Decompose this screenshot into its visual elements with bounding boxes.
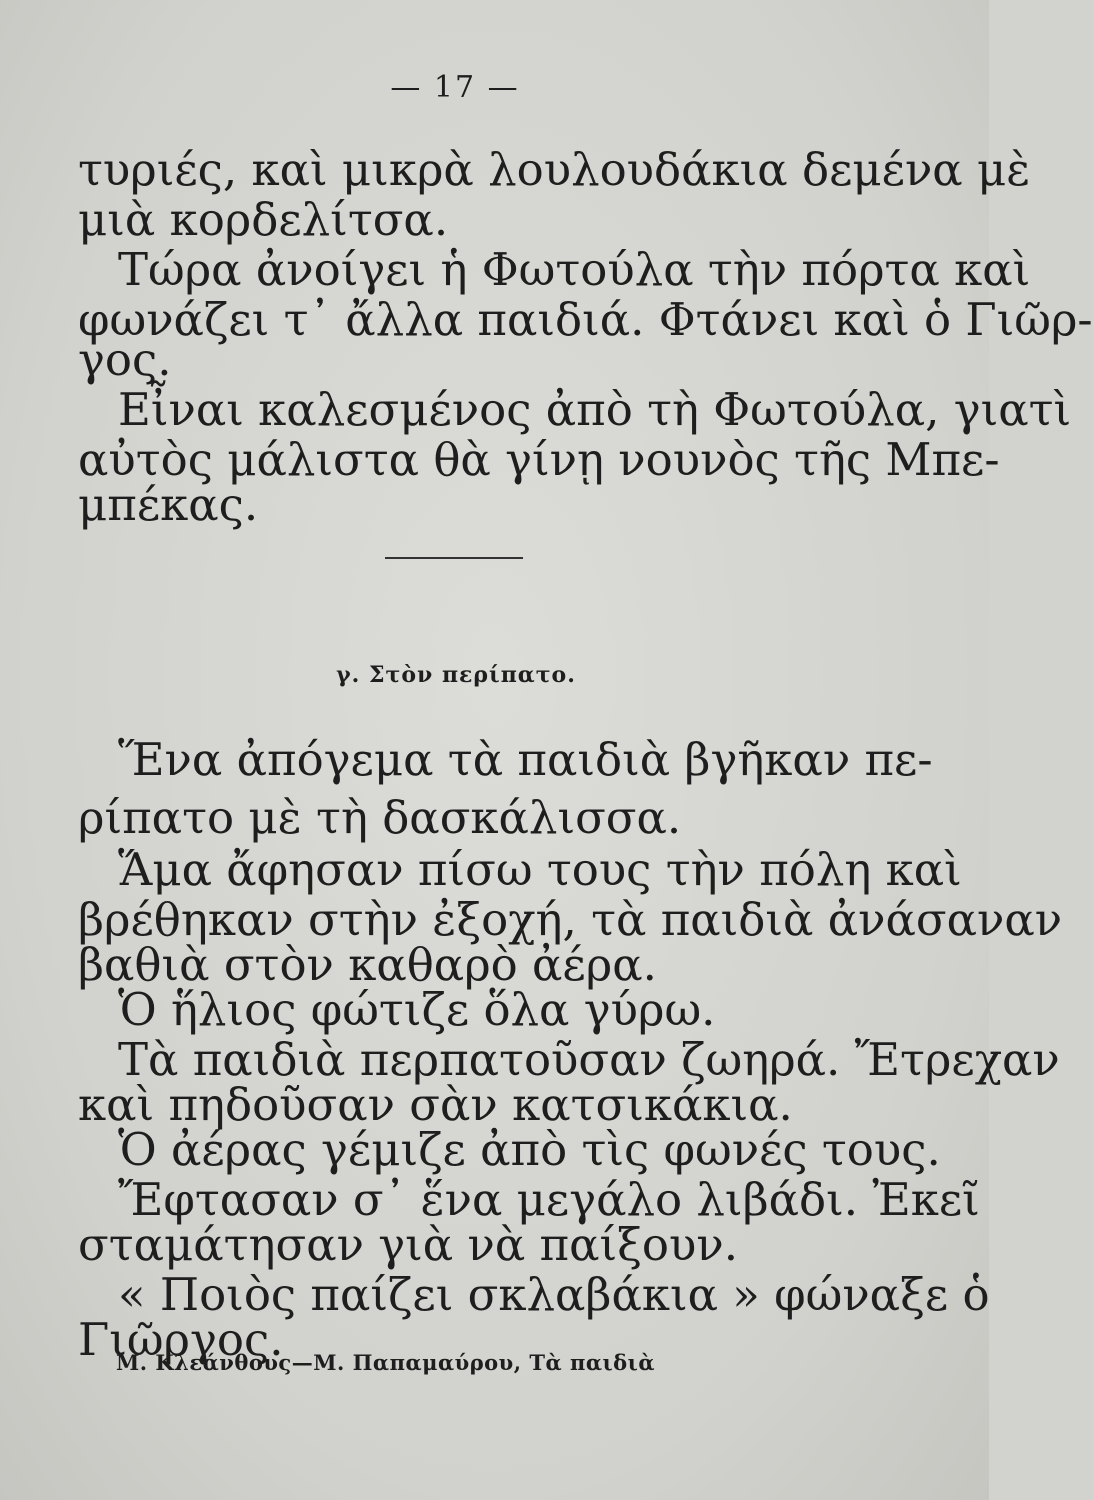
text-line: Ἅμα ἄφησαν πίσω τους τὴν πόλη καὶ — [118, 843, 962, 896]
text-line: ρίπατο μὲ τὴ δασκάλισσα. — [78, 791, 682, 844]
text-line: Γιῶργος. — [78, 1313, 284, 1366]
page-number: — 17 — — [390, 70, 520, 105]
text-line: μιὰ κορδελίτσα. — [78, 193, 449, 246]
page-footer: Μ. Κλεάνθους—Μ. Παπαμαύρου, Τὰ παιδιὰ — [116, 1350, 655, 1375]
text-line: « Ποιὸς παίζει σκλαβάκια » φώναξε ὁ — [118, 1268, 990, 1321]
text-line: σταμάτησαν γιὰ νὰ παίξουν. — [78, 1218, 739, 1271]
text-line: Τώρα ἀνοίγει ἡ Φωτούλα τὴν πόρτα καὶ — [118, 243, 1031, 296]
text-line: τυριές, καὶ μικρὰ λουλουδάκια δεμένα μὲ — [78, 143, 1031, 196]
text-line: γος. — [78, 333, 172, 386]
text-line: αὐτὸς μάλιστα θὰ γίνῃ νουνὸς τῆς Μπε- — [78, 433, 1000, 486]
text-line: Ἔφτασαν σ᾽ ἕνα μεγάλο λιβάδι. Ἐκεῖ — [118, 1173, 980, 1226]
text-line: Ὁ ἀέρας γέμιζε ἀπὸ τὶς φωνές τους. — [118, 1123, 941, 1176]
section-title: γ. Στὸν περίπατο. — [336, 662, 576, 688]
text-line: βαθιὰ στὸν καθαρὸ ἀέρα. — [78, 938, 657, 991]
section-divider — [385, 557, 523, 559]
text-line: Τὰ παιδιὰ περπατοῦσαν ζωηρά. Ἔτρεχαν — [118, 1033, 1060, 1086]
text-line: βρέθηκαν στὴν ἐξοχή, τὰ παιδιὰ ἀνάσαναν — [78, 893, 1063, 946]
text-line: καὶ πηδοῦσαν σὰν κατσικάκια. — [78, 1078, 793, 1131]
text-line: Ἕνα ἀπόγεμα τὰ παιδιὰ βγῆκαν πε- — [118, 733, 933, 786]
text-line: φωνάζει τ᾽ ἄλλα παιδιά. Φτάνει καὶ ὁ Γιῶρ- — [78, 293, 1093, 346]
text-line: Ὁ ἥλιος φώτιζε ὅλα γύρω. — [118, 983, 716, 1036]
text-line: μπέκας. — [78, 478, 259, 531]
text-line: Εἶναι καλεσμένος ἀπὸ τὴ Φωτούλα, γιατὶ — [118, 383, 1072, 436]
